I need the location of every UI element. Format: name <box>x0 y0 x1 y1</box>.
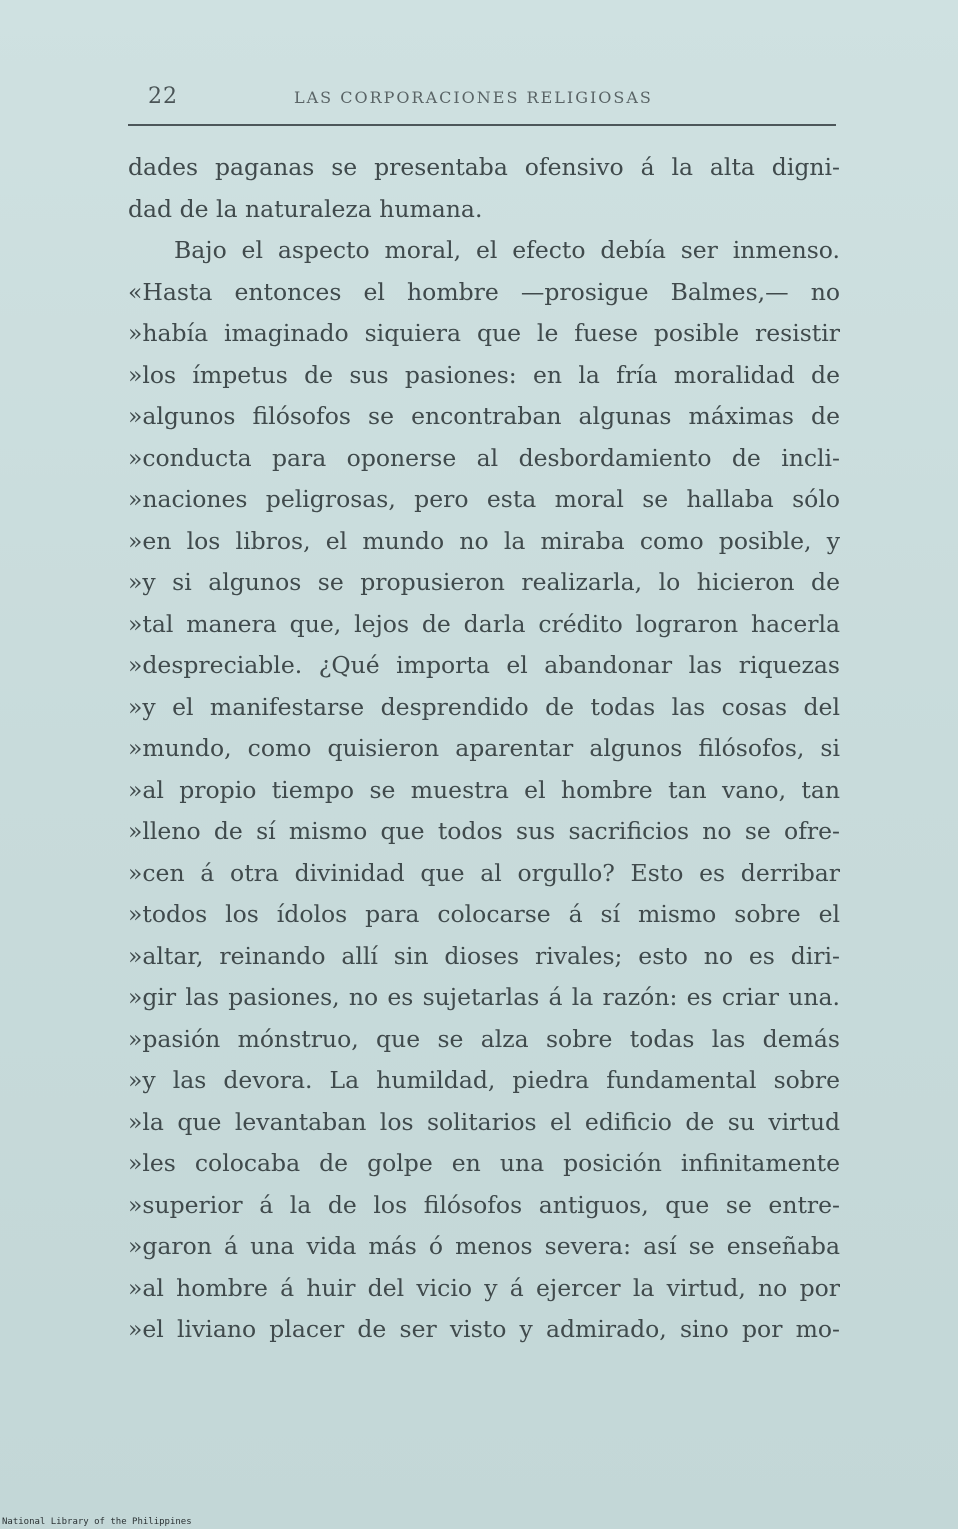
text-line: »y las devora. La humildad, piedra fundamental sobre <box>128 1066 840 1094</box>
text-line: »tal manera que, lejos de darla crédito lograron hacerla <box>128 609 840 638</box>
text-line: »el liviano placer de ser visto y admirado, sino por mo- <box>128 1315 840 1343</box>
text-line: »en los libros, el mundo no la miraba como posible, y <box>128 526 840 555</box>
text-line: »y el manifestarse desprendido de todas las cosas del <box>128 692 840 721</box>
page-header <box>148 84 838 116</box>
text-line: Bajo el aspecto moral, el efecto debía ser inmenso. <box>174 236 840 264</box>
text-line: «Hasta entonces el hombre —prosigue Balmes,— no <box>128 277 840 306</box>
text-line: »y si algunos se propusieron realizarla, lo hicieron de <box>128 568 840 596</box>
text-line: »despreciable. ¿Qué importa el abandonar las riquezas <box>128 651 840 679</box>
text-line: dad de la naturaleza humana. <box>128 194 483 223</box>
text-line: »naciones peligrosas, pero esta moral se hallaba sólo <box>128 485 840 513</box>
text-line: »al propio tiempo se muestra el hombre tan vano, tan <box>128 775 840 804</box>
text-line: »superior á la de los filósofos antiguos, que se entre- <box>128 1190 840 1219</box>
text-line: »había imaginado siquiera que le fuese posible resistir <box>128 319 840 347</box>
text-line: »todos los ídolos para colocarse á sí mismo sobre el <box>128 900 840 928</box>
text-line: »al hombre á huir del vicio y á ejercer la virtud, no por <box>128 1273 840 1302</box>
text-line: »mundo, como quisieron aparentar algunos filósofos, si <box>128 734 840 762</box>
text-line: »altar, reinando allí sin dioses rivales; esto no es diri- <box>128 941 840 970</box>
text-line: »algunos filósofos se encontraban algunas máximas de <box>128 402 840 430</box>
header-rule <box>128 124 836 126</box>
text-line: »gir las pasiones, no es sujetarlas á la razón: es criar una. <box>128 983 840 1011</box>
text-line: »los ímpetus de sus pasiones: en la fría moralidad de <box>128 360 840 389</box>
text-line: »cen á otra divinidad que al orgullo? Esto es derribar <box>128 858 840 887</box>
page-number: 22 <box>148 84 178 109</box>
text-line: »garon á una vida más ó menos severa: así se enseñaba <box>128 1232 840 1260</box>
running-title: LAS CORPORACIONES RELIGIOSAS <box>294 88 653 107</box>
text-line: »la que levantaban los solitarios el edificio de su virtud <box>128 1107 840 1136</box>
text-line: »conducta para oponerse al desbordamiento de incli- <box>128 443 840 472</box>
text-line: »pasión mónstruo, que se alza sobre todas las demás <box>128 1024 840 1053</box>
text-line: »lleno de sí mismo que todos sus sacrificios no se ofre- <box>128 817 840 845</box>
text-line: dades paganas se presentaba ofensivo á la alta digni- <box>128 153 840 181</box>
library-credit: National Library of the Philippines <box>2 1517 192 1527</box>
text-line: »les colocaba de golpe en una posición infinitamente <box>128 1149 840 1177</box>
body-text <box>128 147 840 1351</box>
